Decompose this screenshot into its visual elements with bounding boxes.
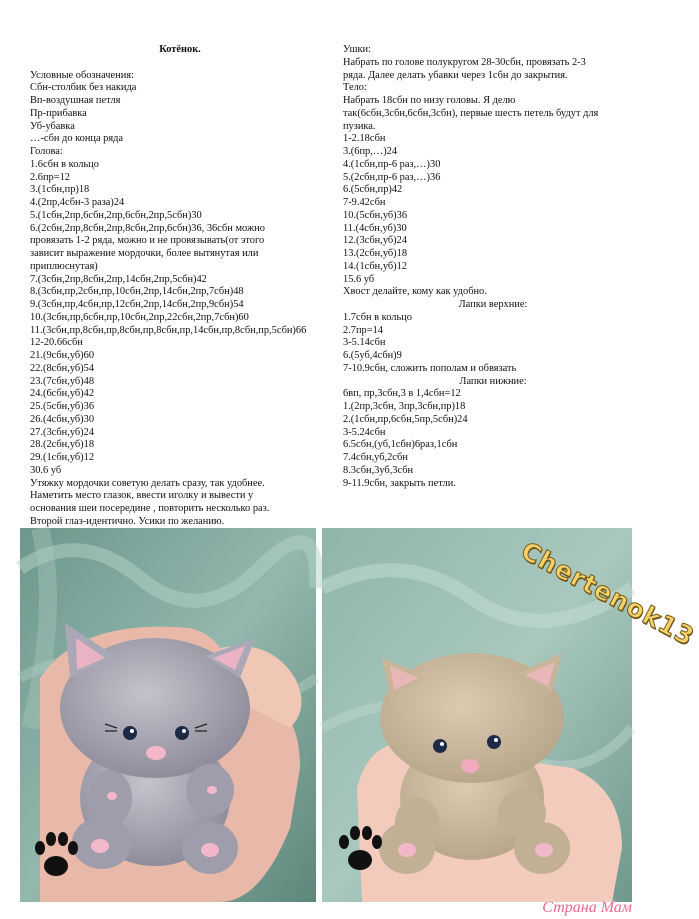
pattern-line: 5.(2сбн,пр-6 раз,…)36 — [343, 171, 441, 183]
pattern-line: 8.3сбн,3уб,3сбн — [343, 464, 414, 476]
pattern-line: 6.(2сбн,2пр,8сбн,2пр,8сбн,2пр,6сбн)36, 36сбн можно — [30, 222, 265, 234]
pattern-line: 11.(4сбн,уб)30 — [343, 222, 407, 234]
pattern-line: 15.6 уб — [343, 273, 375, 285]
pattern-line: 21.(9сбн,уб)60 — [30, 350, 95, 361]
pattern-line: 3-5.14сбн — [343, 337, 386, 349]
pattern-line: провязать 1-2 ряда, можно и не провязывать(от этого — [30, 235, 265, 247]
pattern-line: Набрать по голове полукругом 28-30сбн, провязать 2-3 — [343, 56, 586, 68]
pattern-line: 7-10.9сбн, сложить пополам и обвязать — [343, 362, 517, 374]
pattern-line: 6вп, пр,3сбн,3 в 1,4сбн=12 — [343, 388, 461, 400]
pattern-line: Сбн-столбик без накида — [30, 82, 137, 94]
site-watermark: Страна Мам — [542, 899, 632, 916]
pattern-line: 7.(3сбн,2пр,8сбн,2пр,14сбн,2пр,5сбн)42 — [30, 273, 207, 285]
pattern-line: 10.(5сбн,уб)36 — [343, 209, 408, 221]
pattern-line: 23.(7сбн,уб)48 — [30, 375, 95, 387]
pattern-line: Лапки верхние: — [458, 299, 528, 310]
pattern-line: 9-11.9сбн, закрыть петли. — [343, 477, 456, 489]
pattern-line: приплюснутая) — [30, 260, 98, 272]
pattern-line: ряда. Далее делать убавки через 1сбн до закрытия. — [343, 69, 568, 81]
pattern-line: 1-2.18сбн — [343, 133, 386, 145]
pattern-line: …-сбн до конца ряда — [30, 133, 124, 145]
pattern-line: 9.(3сбн,пр,4сбн,пр,12сбн,2пр,14сбн,2пр,9сбн)54 — [30, 299, 244, 310]
pattern-line: Условные обозначения: — [30, 69, 134, 81]
pattern-line: 7-9.42сбн — [343, 197, 386, 208]
pattern-line: 28.(2сбн,уб)18 — [30, 439, 95, 451]
pattern-line: 1.6сбн в кольцо — [30, 158, 99, 170]
pattern-line: 3-5.24сбн — [343, 426, 386, 438]
pattern-line: Вп-воздушная петля — [30, 95, 121, 106]
pattern-line: 12.(3сбн,уб)24 — [343, 235, 408, 247]
pattern-line: 6.(5уб,4сбн)9 — [343, 350, 402, 361]
pattern-line: 27.(3сбн,уб)24 — [30, 426, 95, 438]
author-watermark: Chertenok13 — [516, 536, 699, 652]
pattern-line: 29.(1сбн,уб)12 — [30, 452, 95, 463]
pattern-line: Хвост делайте, кому как удобно. — [343, 286, 487, 298]
pattern-line: Пр-прибавка — [30, 107, 87, 119]
pattern-line: 24.(6сбн,уб)42 — [30, 388, 95, 400]
pattern-line: 22.(8сбн,уб)54 — [30, 362, 95, 374]
pattern-line: Наметить место глазок, ввести иголку и вывести у — [30, 490, 254, 502]
pattern-line: 1.7сбн в кольцо — [343, 311, 412, 323]
pattern-line: так(6сбн,3сбн,6сбн,3сбн), первые шесть петель будут для — [343, 107, 599, 119]
pattern-line: 30.6 уб — [30, 464, 62, 476]
pattern-line: 10.(3сбн,пр,6сбн,пр,10сбн,2пр,22сбн,2пр,7сбн)60 — [30, 311, 249, 323]
pattern-line: Набрать 18сбн по низу головы. Я делю — [343, 95, 516, 106]
pattern-line: 12-20.66сбн — [30, 337, 83, 349]
pattern-line: 4.(1сбн,пр-6 раз,…)30 — [343, 158, 441, 170]
pattern-line: 4.(2пр,4сбн-3 раза)24 — [30, 197, 125, 208]
grey-kitten-photo — [20, 528, 316, 902]
pattern-line: 13.(2сбн,уб)18 — [343, 248, 408, 259]
pattern-line: 3.(1сбн,пр)18 — [30, 184, 90, 196]
pattern-left-column — [30, 44, 330, 529]
pattern-line: 7.4сбн,уб,2сбн — [343, 452, 408, 463]
pattern-line: 6.5сбн,(уб,1сбн)6раз,1сбн — [343, 439, 458, 451]
pattern-line — [30, 57, 330, 70]
pattern-line: Ушки: — [343, 44, 371, 55]
pattern-line: 26.(4сбн,уб)30 — [30, 413, 95, 425]
pattern-line: основания шеи посередине , повторить несколько раз. — [30, 503, 270, 514]
pattern-right-column — [343, 44, 643, 490]
pattern-line: Второй глаз-идентично. Усики по желанию. — [30, 515, 225, 527]
pattern-line: 8.(3сбн,пр,2сбн,пр,10сбн,2пр,14сбн,2пр,7сбн)48 — [30, 286, 244, 298]
pattern-line: Голова: — [30, 146, 63, 157]
pattern-line: 2.6пр=12 — [30, 171, 70, 183]
pattern-line: Лапки нижние: — [459, 375, 527, 387]
pattern-line: 5.(1сбн,2пр,6сбн,2пр,6сбн,2пр,5сбн)30 — [30, 209, 202, 221]
pattern-line: 6.(5сбн,пр)42 — [343, 184, 403, 196]
pattern-title: Котёнок. — [159, 44, 201, 55]
pattern-line: 11.(3сбн,пр,8сбн,пр,8сбн,пр,8сбн,пр,14сбн,пр,8сбн,пр,5сбн)66 — [30, 324, 307, 336]
pattern-line: Утяжку мордочки советую делать сразу, так удобнее. — [30, 477, 265, 489]
pattern-line: зависит выражение мордочки, более вытянутая или — [30, 248, 259, 259]
pattern-line: 14.(1сбн,уб)12 — [343, 260, 408, 272]
pattern-line: 2.(1сбн,пр,6сбн,5пр,5сбн)24 — [343, 413, 468, 425]
pattern-line: Тело: — [343, 82, 367, 94]
pattern-line: 1.(2пр,3сбн, 3пр,3сбн,пр)18 — [343, 401, 466, 412]
pattern-line: 2.7пр=14 — [343, 324, 383, 336]
pattern-line: 3.(6пр,…)24 — [343, 146, 398, 157]
pattern-line: Уб-убавка — [30, 120, 75, 132]
pattern-line: пузика. — [343, 120, 376, 132]
pattern-line: 25.(5сбн,уб)36 — [30, 401, 95, 412]
